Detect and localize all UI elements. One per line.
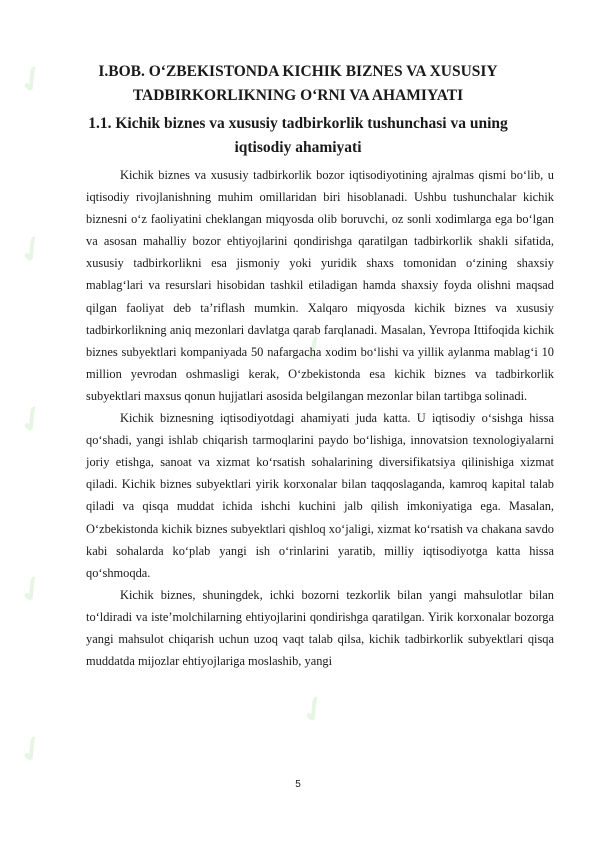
watermark-mark: ✓ — [10, 566, 55, 614]
watermark-mark: ✓ — [10, 396, 55, 444]
section-title: 1.1. Kichik biznes va xususiy tadbirkorlik tushunchasi va uning iqtisodiy ahamiyati — [88, 115, 508, 156]
paragraph: Kichik biznes, shuningdek, ichki bozorni tezkorlik bilan yangi mahsulotlar bilan to‘ldiradi va iste’molchilarning ehtiyojlarini qondirishga qaratilgan. Yirik korxonalar bozorga yangi mahsulot chiqarish uchun uzoq vaqt talab qilsa, kichik tadbirkorlik subyektlari qisqa muddatda mijozlar ehtiyojlariga moslashib, yangi — [86, 587, 554, 669]
watermark-mark: ✓ — [292, 686, 337, 734]
watermark-mark: ✓ — [292, 326, 337, 374]
watermark-mark: ✓ — [10, 56, 55, 104]
watermark-mark: ✓ — [10, 726, 55, 774]
watermark-mark: ✓ — [10, 226, 55, 274]
page-number: 5 — [295, 779, 301, 790]
paragraph: Kichik biznes va xususiy tadbirkorlik bozor iqtisodiyotining ajralmas qismi bo‘lib, u iqtisodiy rivojlanishning muhim omillaridan biri hisoblanadi. Ushbu tushunchalar kichik biznesni o‘z faoliyatini cheklangan miqyosda olib boruvchi, oz sonli xodimlarga ega bo‘lgan va asosan mahalliy bozor ehtiyojlarini qondirishga qaratilgan tadbirkorlik shakli sifatida, xususiy tadbirkorlikni esa jismoniy yoki yuridik shaxs tomonidan o‘zining shaxsiy mablag‘lari va resurslari hisobidan tashkil etiladigan hamda shaxsiy foyda olishni maqsad qilgan faoliyat deb ta’riflash mumkin. Xalqaro miqyosda kichik biznes va xususiy tadbirkorlikning aniq mezonlari davlatga qarab farqlanadi. Masalan, Yevropa Ittifoqida kichik biznes subyektlari kompaniyada 50 nafargacha xodim bo‘lishi va yillik aylanma mablag‘i 10 million yevrodan oshmasligi kerak, O‘zbekistonda esa kichik biznes va tadbirkorlik subyektlari maxsus qonun hujjatlari asosida belgilangan mezonlar bilan tartibga solinadi. — [86, 168, 554, 403]
paragraph: Kichik biznesning iqtisodiyotdagi ahamiyati juda katta. U iqtisodiy o‘sishga hissa qo‘shadi, yangi ishlab chiqarish tarmoqlarini paydo bo‘lishiga, innovatsion texnologiyalarni joriy etishga, sanoat va xizmat ko‘rsatish sohalarining diversifikatsiya qilinishiga xizmat qiladi. Kichik biznes subyektlari yirik korxonalar bilan taqqoslaganda, kamroq kapital talab qiladi va qisqa muddat ichida ishchi kuchini jalb qilish imkoniyatiga ega. Masalan, O‘zbekistonda kichik biznes subyektlari qishloq xo‘jaligi, xizmat ko‘rsatish va chakana savdo kabi sohalarda ko‘plab yangi ish o‘rinlarini yaratib, milliy iqtisodiyotga katta hissa qo‘shmoqda. — [86, 411, 554, 580]
body-text — [86, 164, 554, 672]
chapter-title: I.BOB. O‘ZBEKISTONDA KICHIK BIZNES VA XUSUSIY TADBIRKORLIKNING O‘RNI VA AHAMIYATI — [98, 63, 498, 104]
